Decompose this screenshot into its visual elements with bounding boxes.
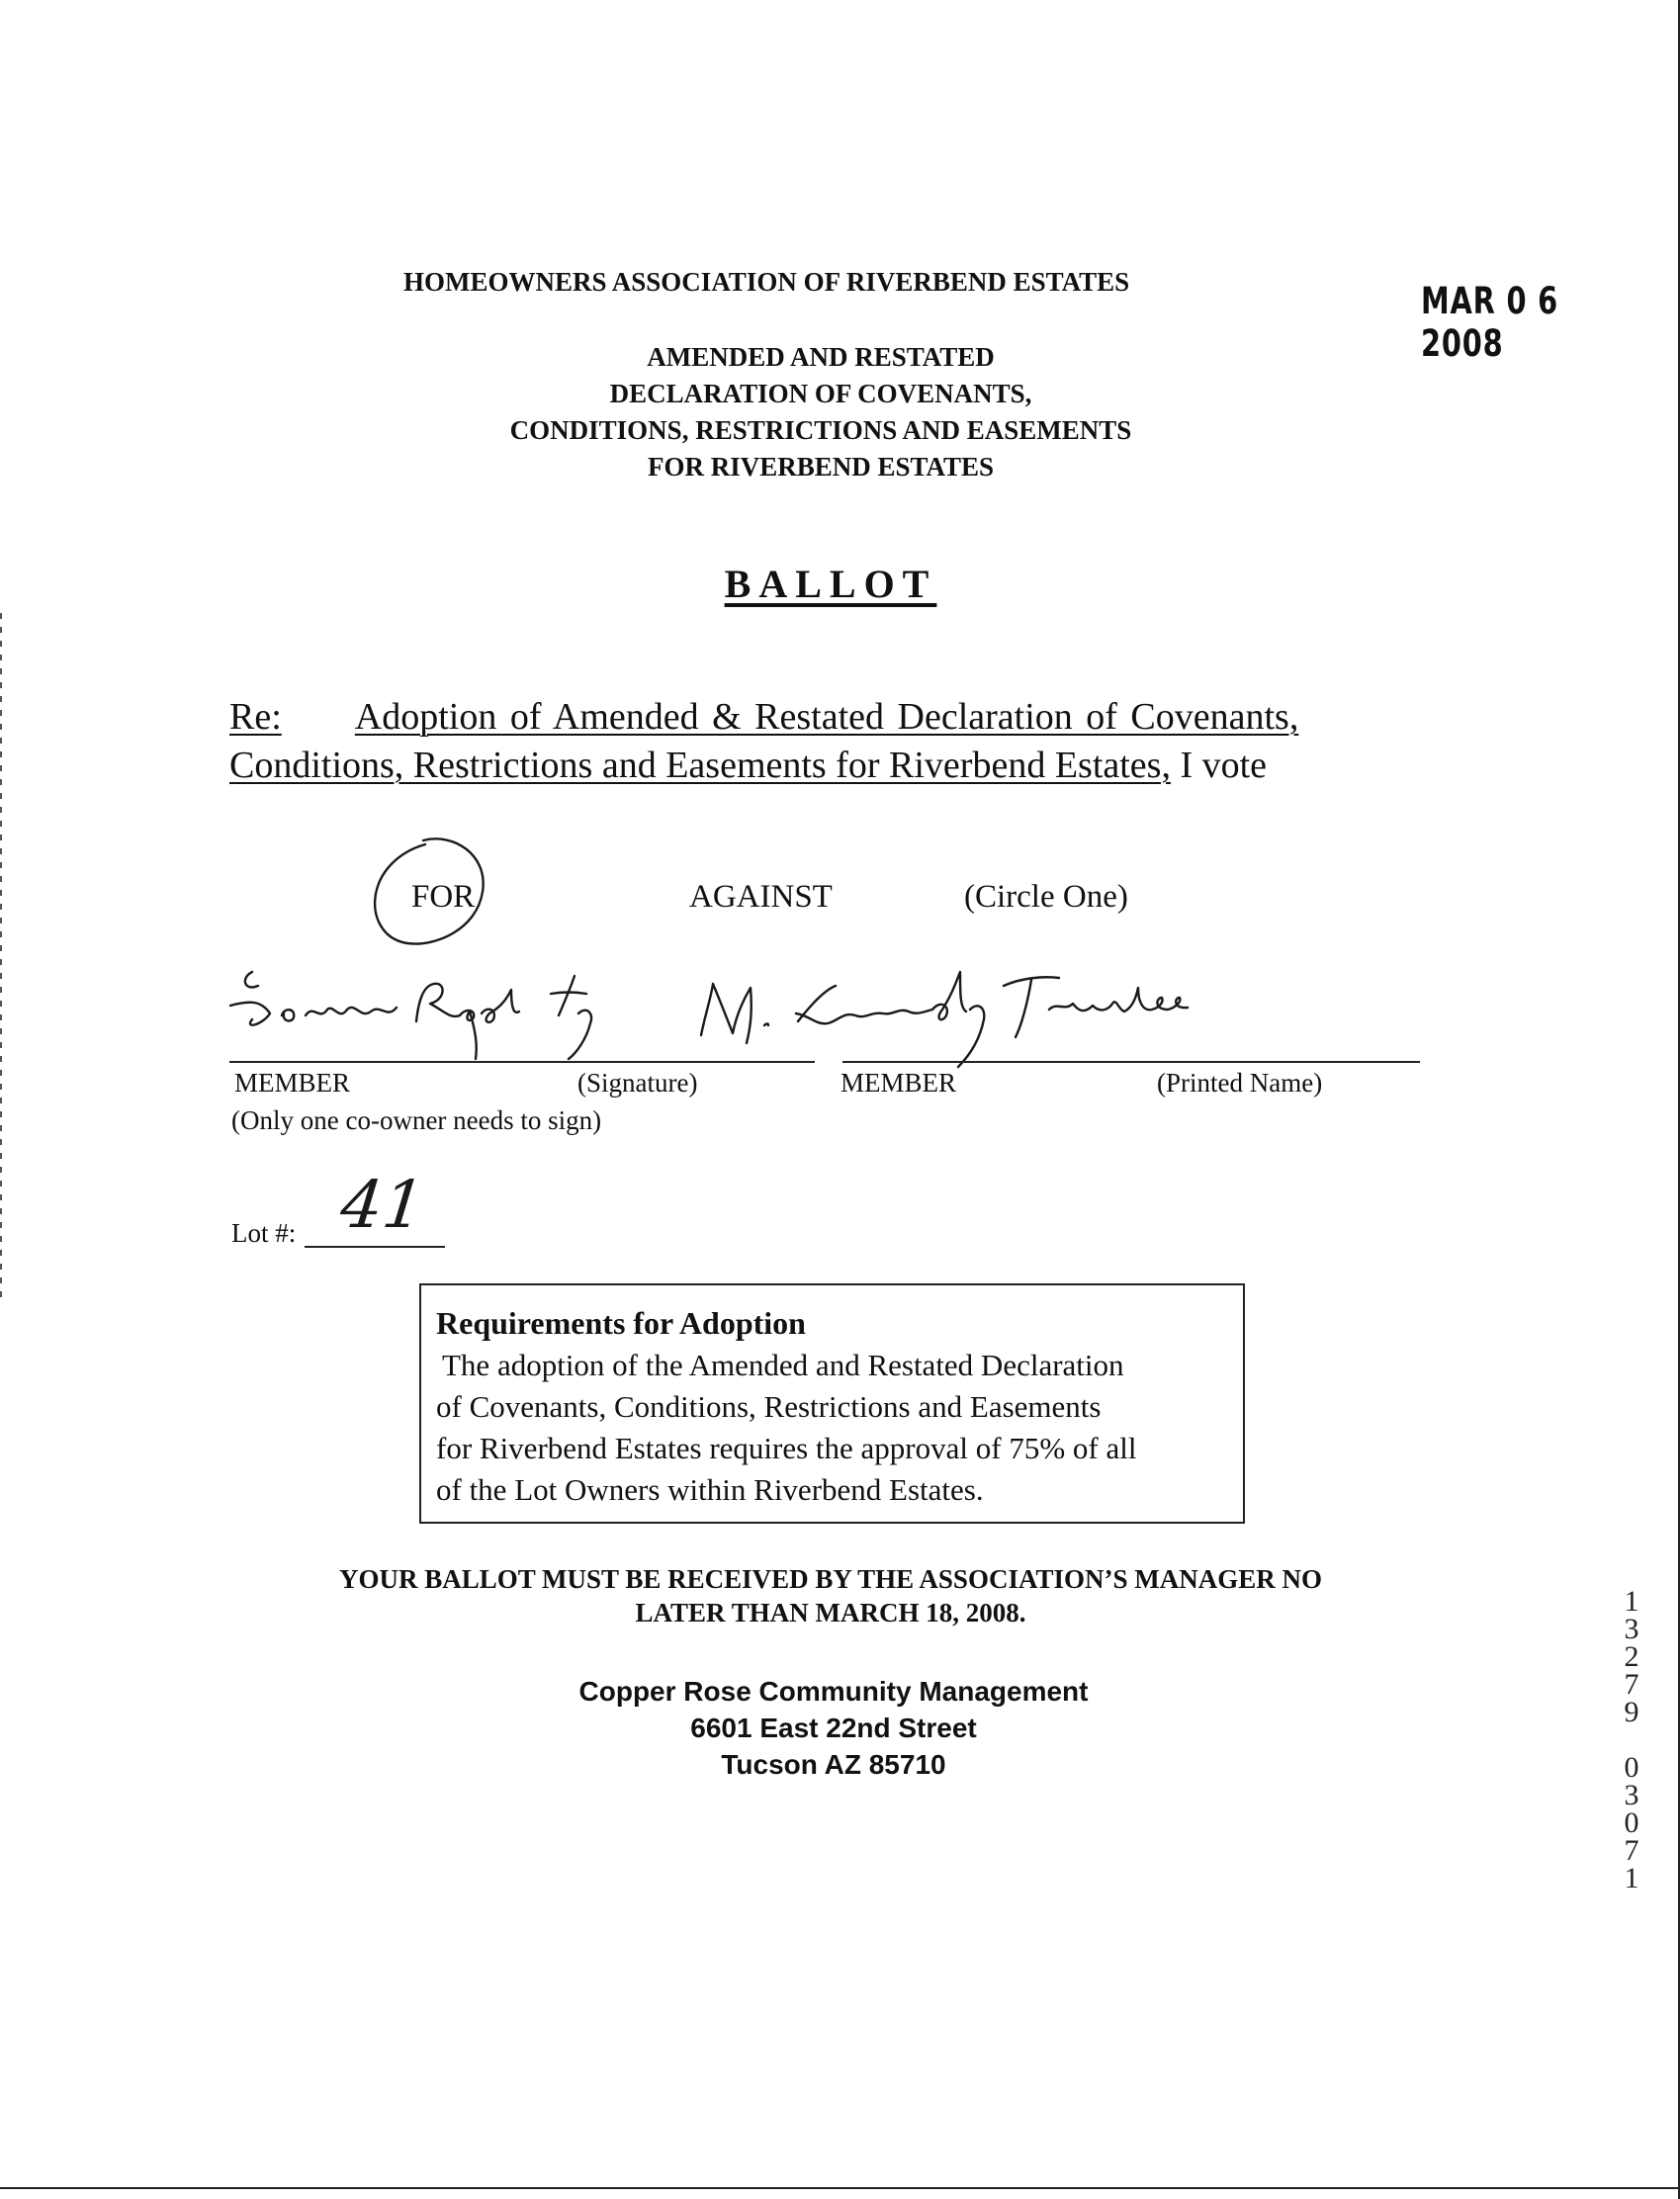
re-line-2 — [229, 744, 1267, 787]
title-line: AMENDED AND RESTATED — [647, 342, 995, 372]
deadline-line: YOUR BALLOT MUST BE RECEIVED BY THE ASSOCIATION’S MANAGER NO — [339, 1564, 1322, 1594]
manager-city: Tucson AZ 85710 — [721, 1749, 946, 1780]
requirements-box — [419, 1283, 1245, 1524]
requirements-line: of Covenants, Conditions, Restrictions and Easements — [436, 1389, 1102, 1424]
co-owner-note: (Only one co-owner needs to sign) — [231, 1105, 602, 1135]
lot-line — [305, 1246, 445, 1248]
signature-caption: (Signature) — [577, 1068, 698, 1098]
lot-number-handwritten: 41 — [336, 1167, 429, 1243]
requirements-line: for Riverbend Estates requires the approval of 75% of all — [436, 1431, 1137, 1465]
manager-name: Copper Rose Community Management — [578, 1676, 1089, 1707]
printed-name-caption: (Printed Name) — [1157, 1068, 1323, 1098]
vote-option-against[interactable]: AGAINST — [689, 879, 833, 915]
member-label-printed: MEMBER — [840, 1068, 957, 1098]
printed-name-line — [842, 1061, 1420, 1063]
re-vote-suffix: I vote — [1180, 745, 1268, 786]
requirements-line: The adoption of the Amended and Restated Declaration — [442, 1348, 1124, 1382]
re-label: Re: — [229, 696, 282, 738]
signature-line — [229, 1061, 815, 1063]
page-edge-bottom — [0, 2187, 1680, 2189]
handwritten-signature — [222, 964, 1271, 1073]
ballot-heading: BALLOT — [724, 562, 937, 606]
vote-option-for[interactable]: FOR — [411, 879, 476, 915]
requirements-title: Requirements for Adoption — [436, 1305, 806, 1341]
manager-street: 6601 East 22nd Street — [690, 1713, 977, 1743]
received-date-stamp: MAR 0 6 2008 — [1421, 280, 1558, 365]
title-line: FOR RIVERBEND ESTATES — [647, 452, 995, 482]
deadline-notice — [237, 1562, 1424, 1629]
document-control-number: 1 3 2 7 9 0 3 0 7 1 — [1624, 1585, 1639, 1894]
deadline-line: LATER THAN MARCH 18, 2008. — [635, 1598, 1026, 1627]
page-edge-left — [0, 613, 2, 1305]
declaration-title — [425, 339, 1216, 485]
lot-label: Lot #: — [231, 1218, 297, 1248]
requirements-line: of the Lot Owners within Riverbend Estates. — [436, 1472, 984, 1507]
manager-address — [438, 1673, 1229, 1783]
re-subject-line-1: Adoption of Amended & Restated Declaration of Covenants, — [354, 696, 1299, 738]
title-line: CONDITIONS, RESTRICTIONS AND EASEMENTS — [509, 415, 1132, 445]
title-line: DECLARATION OF COVENANTS, — [609, 379, 1032, 408]
requirements-body — [436, 1345, 1136, 1511]
circle-one-instruction: (Circle One) — [964, 879, 1128, 915]
re-line-1 — [229, 695, 1298, 739]
association-name: HOMEOWNERS ASSOCIATION OF RIVERBEND ESTATES — [403, 267, 1130, 297]
member-label-signature: MEMBER — [234, 1068, 351, 1098]
re-subject-line-2: Conditions, Restrictions and Easements for Riverbend Estates, — [229, 745, 1171, 786]
